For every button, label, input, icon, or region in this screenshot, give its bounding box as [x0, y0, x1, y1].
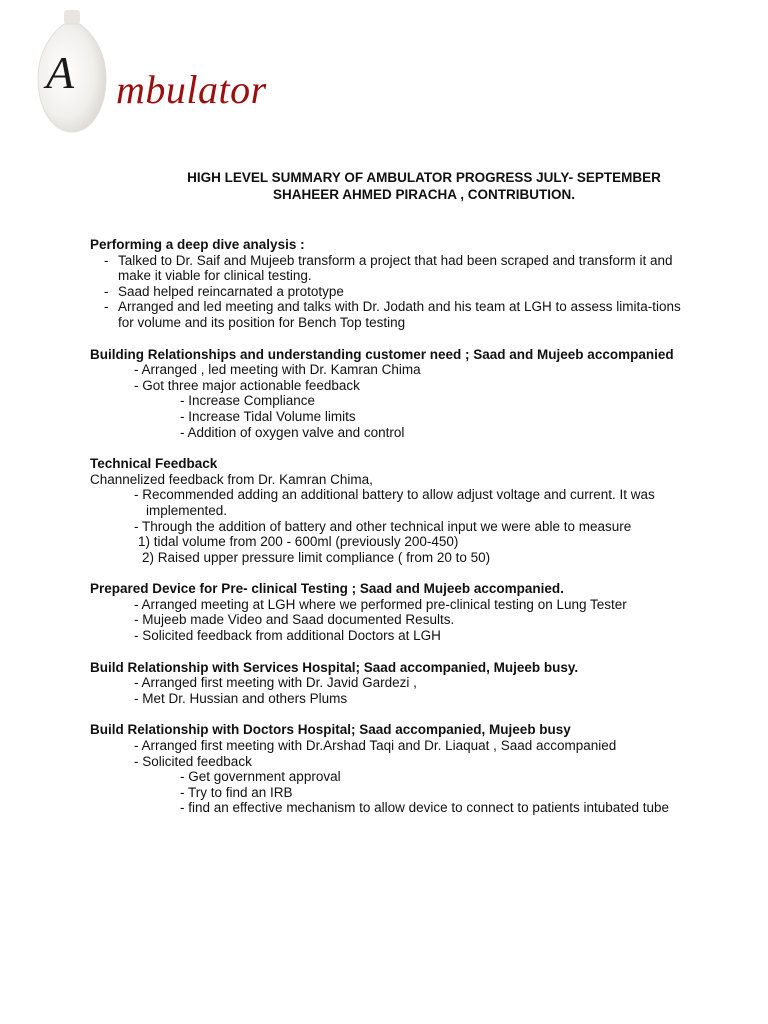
list-item: - Arranged and led meeting and talks with Dr. Jodath and his team at LGH to assess limita-tions for volume and its position for Bench Top testing: [104, 299, 681, 330]
list-item: - Increase Compliance: [180, 393, 316, 409]
list-item: - Addition of oxygen valve and control: [180, 424, 405, 440]
list-item: - Met Dr. Hussian and others Plums: [134, 690, 348, 706]
document-title: HIGH LEVEL SUMMARY OF AMBULATOR PROGRESS JULY- SEPTEMBER: [187, 170, 661, 185]
bullet-list: [90, 253, 690, 331]
logo-initial: A: [46, 47, 75, 98]
section-heading: Building Relationships and understanding customer need ; Saad and Mujeeb accompanied: [90, 346, 674, 362]
list-item: - Arranged first meeting with Dr. Javid Gardezi ,: [134, 675, 417, 691]
list-item: - Saad helped reincarnated a prototype: [104, 283, 344, 299]
list-item: - Solicited feedback from additional Doctors at LGH: [134, 628, 441, 644]
ambulator-logo: [30, 8, 290, 136]
list-item: 1) tidal volume from 200 - 600ml (previously 200-450): [138, 534, 459, 550]
section-heading: Technical Feedback: [90, 456, 218, 472]
list-item: - Arranged meeting at LGH where we performed pre-clinical testing on Lung Tester: [134, 596, 627, 612]
list-item: - Recommended adding an additional battery to allow adjust voltage and current. It was implemented.: [134, 487, 655, 518]
section-deep-dive: [90, 237, 690, 331]
list-item: - Through the addition of battery and other technical input we were able to measure: [134, 518, 632, 534]
document-subtitle: SHAHEER AHMED PIRACHA , CONTRIBUTION.: [272, 187, 575, 202]
list-item: - Arranged first meeting with Dr.Arshad Taqi and Dr. Liaquat , Saad accompanied: [134, 738, 617, 754]
list-item: - Get government approval: [180, 769, 341, 785]
list-item: - find an effective mechanism to allow device to connect to patients intubated tube: [180, 800, 670, 816]
section-heading: Build Relationship with Doctors Hospital; Saad accompanied, Mujeeb busy: [90, 722, 571, 738]
document-body: [90, 237, 690, 832]
section-heading: Build Relationship with Services Hospital; Saad accompanied, Mujeeb busy.: [90, 659, 579, 675]
list-item: - Got three major actionable feedback: [134, 377, 360, 393]
list-item: 2) Raised upper pressure limit compliance ( from 20 to 50): [142, 549, 491, 565]
section-services-hospital: [90, 660, 690, 707]
section-heading: Performing a deep dive analysis :: [90, 237, 305, 252]
section-relationships: [90, 347, 690, 441]
list-item: - Try to find an IRB: [180, 784, 293, 800]
section-technical: [90, 456, 690, 565]
list-item: - Mujeeb made Video and Saad documented Results.: [134, 612, 455, 628]
list-item: - Talked to Dr. Saif and Mujeeb transform a project that had been scraped and transform it and make it viable for clinical testing.: [104, 252, 673, 284]
section-doctors-hospital: [90, 722, 690, 816]
list-item: - Solicited feedback: [134, 753, 252, 769]
section-intro: Channelized feedback from Dr. Kamran Chima,: [90, 471, 373, 487]
section-heading: Prepared Device for Pre- clinical Testing ; Saad and Mujeeb accompanied.: [90, 581, 564, 597]
list-item: - Increase Tidal Volume limits: [180, 408, 356, 424]
logo-wordmark: mbulator: [116, 67, 267, 112]
list-item: - Arranged , led meeting with Dr. Kamran Chima: [134, 362, 421, 378]
section-preclinical: [90, 581, 690, 643]
